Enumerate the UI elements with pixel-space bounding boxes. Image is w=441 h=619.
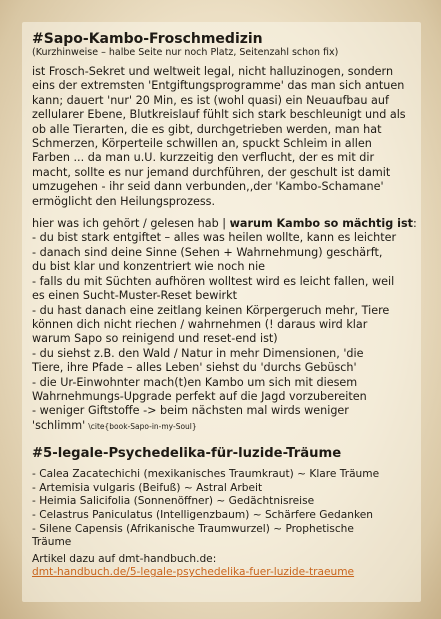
list-intro xyxy=(32,217,417,231)
list-item: - du bist stark entgiftet – alles was heilen wollte, kann es leichter xyxy=(32,231,397,245)
psychedelika-list xyxy=(32,468,417,550)
list-item: - Heimia Salicifolia (Sonnenöffner) ~ Gedächtnisreise xyxy=(32,495,315,508)
list-item: - du hast danach eine zeitlang keinen Körpergeruch mehr, Tiere können dich nicht riechen / wahrnehmen (! daraus wird klar warum Sapo so reinigend und reset-end ist) xyxy=(32,303,390,346)
article-link[interactable]: dmt-handbuch.de/5-legale-psychedelika-fuer-luzide-traeume xyxy=(32,566,355,579)
list-item: - Artemisia vulgaris (Beifuß) ~ Astral Arbeit xyxy=(32,481,263,494)
kambo-bullet-list xyxy=(32,231,417,434)
subtitle: (Kurzhinweise – halbe Seite nur noch Platz, Seitenzahl schon fix) xyxy=(32,47,339,58)
document-content xyxy=(32,31,417,580)
section-title: #5-legale-Psychedelika-für-luzide-Träume xyxy=(32,446,342,462)
list-item: - Silene Capensis (Afrikanische Traumwurzel) ~ Prophetische Träume xyxy=(32,522,354,549)
list-item: - Celastrus Paniculatus (Intelligenzbaum) ~ Schärfere Gedanken xyxy=(32,508,373,521)
list-item: - danach sind deine Sinne (Sehen + Wahrnehmung) geschärft, du bist klar und konzentriert wie noch nie xyxy=(32,245,383,274)
list-item: - die Ur-Einwohnter mach(t)en Kambo um sich mit diesem Wahrnehmungs-Upgrade perfekt auf die Jagd vorzubereiten xyxy=(32,375,367,403)
list-intro-colon: : xyxy=(412,217,417,231)
list-item-text: - weniger Giftstoffe -> beim nächsten mal wirds weniger 'schlimm' xyxy=(32,404,349,432)
article-label: Artikel dazu auf dmt-handbuch.de: xyxy=(32,552,217,565)
list-item: - falls du mit Süchten aufhören wolltest wird es leicht fallen, weil es einen Sucht-Muster-Reset bewirkt xyxy=(32,274,395,303)
citation: \cite{book-Sapo-in-my-Soul} xyxy=(88,421,197,431)
page-title: #Sapo-Kambo-Froschmedizin xyxy=(32,31,263,47)
list-item: - Calea Zacatechichi (mexikanisches Traumkraut) ~ Klare Träume xyxy=(32,468,380,481)
list-intro-text: hier was ich gehört / gelesen hab | xyxy=(32,217,230,231)
list-item: - du siehst z.B. den Wald / Natur in mehr Dimensionen, 'die Tiere, ihre Pfade – alles Leben' siehst du 'durchs Gebüsch' xyxy=(32,346,364,375)
intro-paragraph: ist Frosch-Sekret und weltweit legal, nicht halluzinogen, sondern eins der extremsten 'Entgiftungsprogramme' das man sich antuen kann; dauert 'nur' 20 Min, es ist (wohl quasi) ein Neuaufbau auf zellularer Ebene, Blutkreislauf fühlt sich stark beschleunigt und als ob alle Tierarten, die es gibt, durchgetrieben werden, man hat Schmerzen, Körperteile schwillen an, spuckt Schleim in allen Farben ... da man u.U. kurzzeitig den verflucht, der es mit dir macht, sollte es nur jemand durchführen, der geschult ist damit umzugehen - ihr seid dann verbunden,,der 'Kambo-Schamane' ermöglicht den Heilungsprozess. xyxy=(32,65,406,208)
list-intro-bold: warum Kambo so mächtig ist xyxy=(229,217,413,231)
list-item-last xyxy=(32,404,417,434)
